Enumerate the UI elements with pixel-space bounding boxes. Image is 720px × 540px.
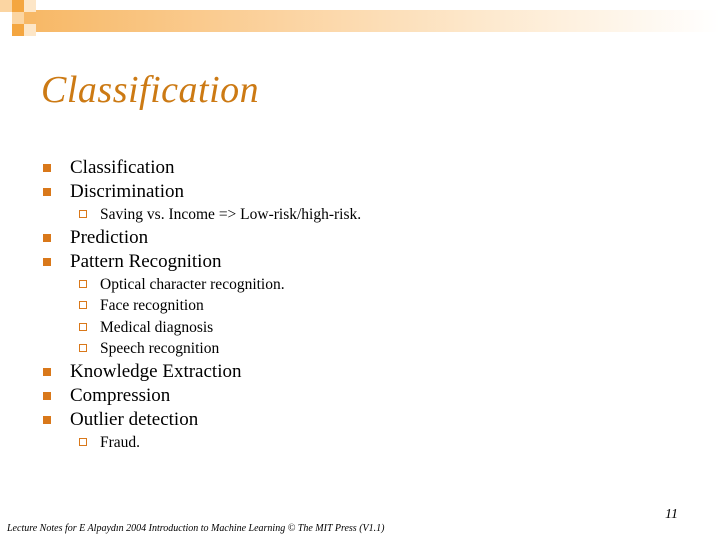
footer-citation: Lecture Notes for E Alpaydın 2004 Introduction to Machine Learning © The MIT Press (V1.1) [7,523,385,534]
square-bullet-icon [43,188,51,196]
bullet-item [43,385,170,407]
bullet-item [43,251,221,273]
decor-square [0,12,12,24]
square-bullet-icon [43,164,51,172]
bullet-item [43,157,174,179]
decor-square [12,12,24,24]
sub-bullet-text: Fraud. [100,434,141,451]
bullet-text: Compression [70,385,171,406]
sub-bullet-text: Optical character recognition. [100,276,285,293]
bullet-text: Knowledge Extraction [70,361,242,382]
hollow-square-bullet-icon [79,438,87,446]
decor-square [24,12,36,24]
sub-bullet-item [79,206,361,224]
bullet-item [43,361,241,383]
square-bullet-icon [43,234,51,242]
square-bullet-icon [43,416,51,424]
bullet-text: Outlier detection [70,409,199,430]
sub-bullet-text: Medical diagnosis [100,319,214,336]
decor-square [24,24,36,36]
hollow-square-bullet-icon [79,301,87,309]
hollow-square-bullet-icon [79,280,87,288]
sub-bullet-item [79,276,285,294]
bullet-text: Pattern Recognition [70,251,222,272]
hollow-square-bullet-icon [79,344,87,352]
decor-square [12,24,24,36]
bullet-item [43,227,148,249]
header-band [30,10,720,32]
sub-bullet-item [79,319,213,337]
decor-square [24,0,36,12]
decor-square [12,0,24,12]
slide-title: Classification [41,69,260,111]
hollow-square-bullet-icon [79,210,87,218]
sub-bullet-text: Saving vs. Income => Low-risk/high-risk. [100,206,362,223]
sub-bullet-item [79,434,140,452]
bullet-item [43,181,184,203]
hollow-square-bullet-icon [79,323,87,331]
square-bullet-icon [43,258,51,266]
bullet-text: Prediction [70,227,149,248]
bullet-item [43,409,198,431]
bullet-text: Classification [70,157,175,178]
sub-bullet-item [79,340,219,358]
bullet-text: Discrimination [70,181,184,202]
sub-bullet-text: Face recognition [100,297,204,314]
sub-bullet-text: Speech recognition [100,340,220,357]
sub-bullet-item [79,297,204,315]
page-number: 11 [665,507,678,522]
square-bullet-icon [43,392,51,400]
square-bullet-icon [43,368,51,376]
decor-square [0,0,12,12]
